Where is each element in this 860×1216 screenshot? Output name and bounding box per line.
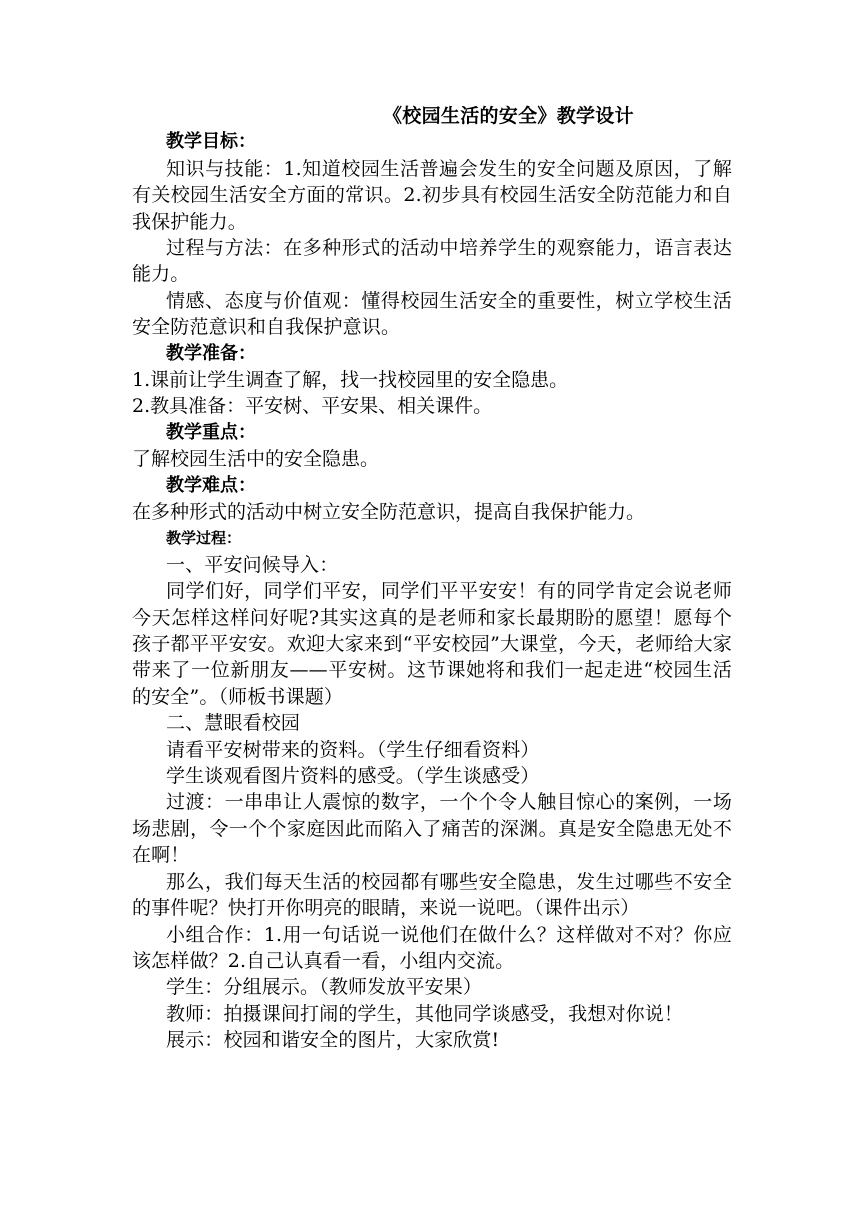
paragraph-goal-emotion: 情感、态度与价值观：懂得校园生活安全的重要性，树立学校生活安全防范意识和自我保护意识。: [132, 289, 732, 339]
document-body: [132, 103, 732, 1054]
paragraph-difficulties: 在多种形式的活动中树立安全防范意识，提高自我保护能力。: [132, 501, 646, 524]
paragraph-goal-knowledge: 知识与技能：1.知道校园生活普遍会发生的安全问题及原因，了解有关校园生活安全方面的常识。2.初步具有校园生活安全防范能力和自我保护能力。: [132, 157, 732, 233]
section-heading-goals: 教学目标：: [166, 131, 256, 153]
section-heading-preparation: 教学准备：: [166, 342, 256, 364]
paragraph-observe-2: 学生谈观看图片资料的感受。（学生谈感受）: [166, 765, 540, 788]
section-heading-key-points: 教学重点：: [166, 421, 256, 443]
document-title: 《校园生活的安全》教学设计: [383, 105, 634, 127]
step-heading-greeting: 一、平安问候导入：: [166, 553, 339, 576]
paragraph-transition: 过渡：一串串让人震惊的数字，一个个令人触目惊心的案例，一场场悲剧，令一个个家庭因此而陷入了痛苦的深渊。真是安全隐患无处不在啊！: [132, 791, 732, 867]
paragraph-teacher: 教师：拍摄课间打闹的学生，其他同学谈感受，我想对你说！: [166, 1002, 684, 1025]
paragraph-greeting: 同学们好，同学们平安，同学们平平安安！有的同学肯定会说老师今天怎样这样问好呢?其实这真的是老师和家长最期盼的愿望！愿每个孩子都平平安安。欢迎大家来到“平安校园”大课堂，今天，老师给大家带来了一位新朋友——平安树。这节课她将和我们一起走进“校园生活的安全”。（师板书课题）: [132, 580, 732, 708]
paragraph-display: 展示：校园和谐安全的图片，大家欣赏!: [166, 1029, 500, 1052]
paragraph-key-points: 了解校园生活中的安全隐患。: [132, 448, 380, 471]
step-heading-observe-campus: 二、慧眼看校园: [166, 712, 301, 735]
paragraph-goal-process: 过程与方法：在多种形式的活动中培养学生的观察能力，语言表达能力。: [132, 237, 732, 286]
section-heading-process: 教学过程：: [166, 529, 242, 548]
paragraph-prep-2: 2.教具准备：平安树、平安果、相关课件。: [132, 395, 493, 418]
paragraph-prep-1: 1.课前让学生调查了解，找一找校园里的安全隐患。: [132, 369, 569, 392]
paragraph-students-show: 学生：分组展示。（教师发放平安果）: [166, 976, 483, 999]
paragraph-group-work: 小组合作：1.用一句话说一说他们在做什么？这样做对不对？你应该怎样做？2.自己认真看一看，小组内交流。: [132, 923, 732, 972]
section-heading-difficulties: 教学难点：: [166, 474, 256, 496]
paragraph-campus-hazards: 那么，我们每天生活的校园都有哪些安全隐患，发生过哪些不安全的事件呢？快打开你明亮的眼睛，来说一说吧。（课件出示）: [132, 870, 732, 920]
paragraph-observe-1: 请看平安树带来的资料。（学生仔细看资料）: [166, 738, 540, 761]
